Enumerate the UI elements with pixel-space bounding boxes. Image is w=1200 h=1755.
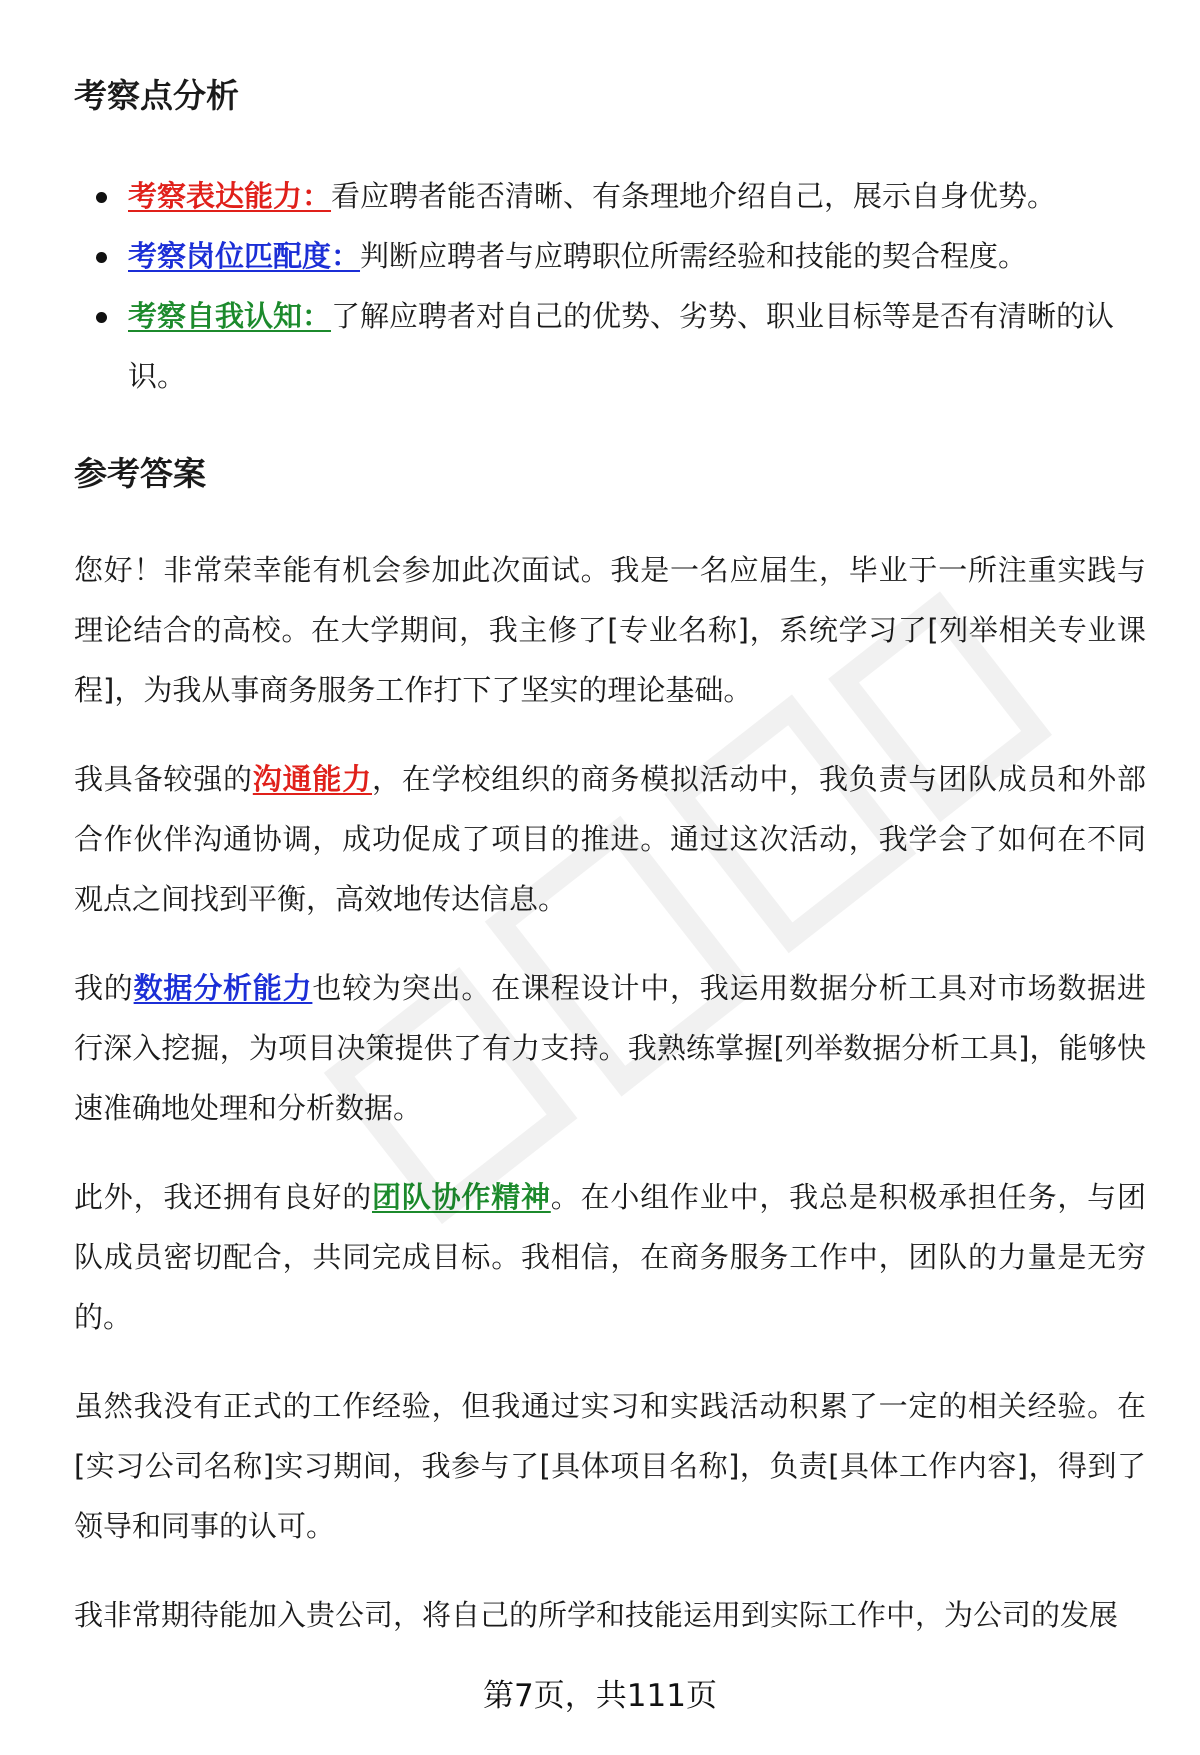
paragraph-text: ，在学校组织的商务模拟活动中，我负责与团队成员和外部合作伙伴沟通协调，成功促成了项目的推进。通过这次活动，我学会了如何在不同观点之间找到平衡，高效地传达信息。 [74, 762, 1146, 916]
answer-paragraph-experience: 虽然我没有正式的工作经验，但我通过实习和实践活动积累了一定的相关经验。在[实习公司名称]实习期间，我参与了[具体项目名称]，负责[具体工作内容]，得到了领导和同事的认可。 [74, 1389, 1146, 1543]
list-item [74, 286, 1146, 406]
answer-paragraph-communication [74, 749, 1146, 929]
analysis-list [74, 166, 1146, 406]
section-heading-answer: 参考答案 [74, 454, 206, 493]
answer-paragraph-teamwork [74, 1167, 1146, 1347]
item-text: 了解应聘者对自己的优势、劣势、职业目标等是否有清晰的认识。 [128, 299, 1115, 393]
paragraph-text: 。在小组作业中，我总是积极承担任务，与团队成员密切配合，共同完成目标。我相信，在商务服务工作中，团队的力量是无穷的。 [74, 1180, 1146, 1334]
list-item [74, 226, 1146, 286]
keyword-self-awareness: 考察自我认知： [128, 299, 332, 333]
item-text: 判断应聘者与应聘职位所需经验和技能的契合程度。 [360, 239, 1028, 273]
keyword-communication: 沟通能力 [252, 762, 372, 796]
list-item [74, 166, 1146, 226]
item-text: 看应聘者能否清晰、有条理地介绍自己，展示自身优势。 [331, 179, 1057, 213]
keyword-expression: 考察表达能力： [128, 179, 332, 213]
answer-paragraph-closing: 我非常期待能加入贵公司，将自己的所学和技能运用到实际工作中，为公司的发展 [74, 1598, 1119, 1632]
page-number-footer: 第7页，共111页 [483, 1678, 717, 1714]
answer-paragraph-intro: 您好！非常荣幸能有机会参加此次面试。我是一名应届生，毕业于一所注重实践与理论结合的高校。在大学期间，我主修了[专业名称]，系统学习了[列举相关专业课程]，为我从事商务服务工作打下了坚实的理论基础。 [74, 553, 1146, 707]
answer-body [74, 540, 1146, 1674]
paragraph-text: 也较为突出。在课程设计中，我运用数据分析工具对市场数据进行深入挖掘，为项目决策提供了有力支持。我熟练掌握[列举数据分析工具]，能够快速准确地处理和分析数据。 [74, 971, 1146, 1125]
bullet-icon [96, 312, 107, 323]
bullet-icon [96, 252, 107, 263]
section-heading-analysis: 考察点分析 [74, 76, 239, 115]
bullet-icon [96, 192, 107, 203]
keyword-data-analysis: 数据分析能力 [133, 971, 313, 1005]
answer-paragraph-data-analysis [74, 958, 1146, 1138]
paragraph-text: 我的 [74, 971, 134, 1005]
keyword-teamwork: 团队协作精神 [372, 1180, 551, 1214]
paragraph-text: 我具备较强的 [74, 762, 253, 796]
keyword-job-fit: 考察岗位匹配度： [128, 239, 361, 273]
paragraph-text: 此外，我还拥有良好的 [74, 1180, 372, 1214]
